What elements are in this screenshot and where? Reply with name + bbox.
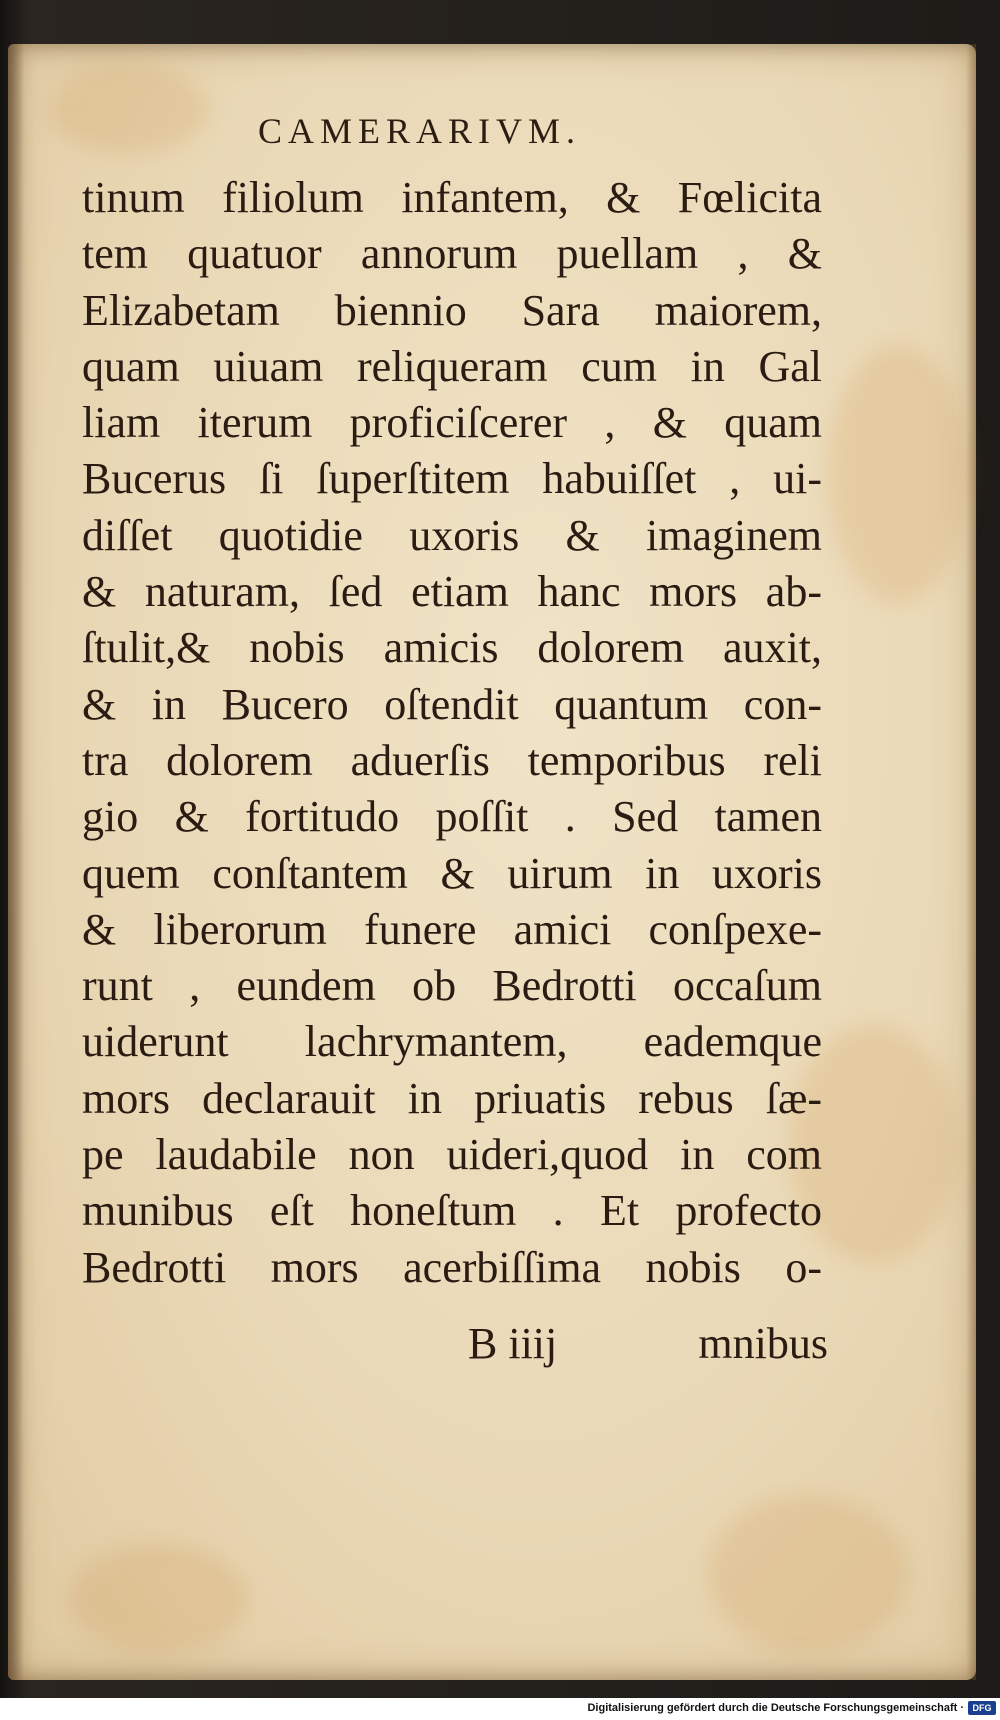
page-edge-shadow [966, 44, 976, 1680]
text-line: ſtulit,& nobis amicis dolorem auxit, [82, 623, 822, 673]
text-line: mors declarauit in priuatis rebus ſæ- [82, 1073, 822, 1123]
signature-line [468, 1318, 828, 1374]
text-line: gio & fortitudo poſſit . Sed tamen [82, 792, 822, 842]
foxing-stain [68, 1544, 248, 1654]
body-text [82, 170, 822, 1296]
foxing-stain [708, 1494, 908, 1654]
text-line: runt , eundem ob Bedrotti occaſum [82, 961, 822, 1011]
foxing-stain [48, 64, 208, 154]
text-line: tinum filiolum infantem, & Fœlicita [82, 173, 822, 222]
foxing-stain [828, 344, 968, 604]
text-line: tem quatuor annorum puellam , & [82, 229, 822, 279]
page-gutter-shadow [8, 44, 24, 1680]
text-line: & in Bucero oſtendit quantum con- [82, 679, 822, 729]
text-line: & naturam, ſed etiam hanc mors ab- [82, 567, 822, 617]
text-line: munibus eſt honeſtum . Et profecto [82, 1186, 822, 1236]
text-line: & liberorum funere amici conſpexe- [82, 904, 822, 954]
text-line: pe laudabile non uideri,quod in com [82, 1130, 822, 1180]
text-line: tra dolorem aduerſis temporibus reli [82, 735, 822, 785]
dfg-logo: DFG [968, 1701, 996, 1715]
running-head: CAMERARIVM. [258, 111, 582, 151]
catchword: mnibus [698, 1319, 828, 1368]
signature-mark: B iiij [468, 1319, 558, 1368]
text-line: diſſet quotidie uxoris & imaginem [82, 510, 822, 560]
text-line: Bedrotti mors acerbiſſima nobis o- [82, 1242, 822, 1292]
text-line: quem conſtantem & uirum in uxoris [82, 848, 822, 898]
text-line: uiderunt lachrymantem, eademque [82, 1017, 822, 1067]
funding-credit: Digitalisierung gefördert durch die Deutsche Forschungsgemeinschaft · [587, 1702, 964, 1714]
text-line: Bucerus ſi ſuperſtitem habuiſſet , ui- [82, 454, 822, 504]
text-line: quam uiuam reliqueram cum in Gal [82, 341, 822, 391]
text-line: liam iterum proficiſcerer , & quam [82, 398, 822, 448]
text-line: Elizabetam biennio Sara maiorem, [82, 285, 822, 335]
